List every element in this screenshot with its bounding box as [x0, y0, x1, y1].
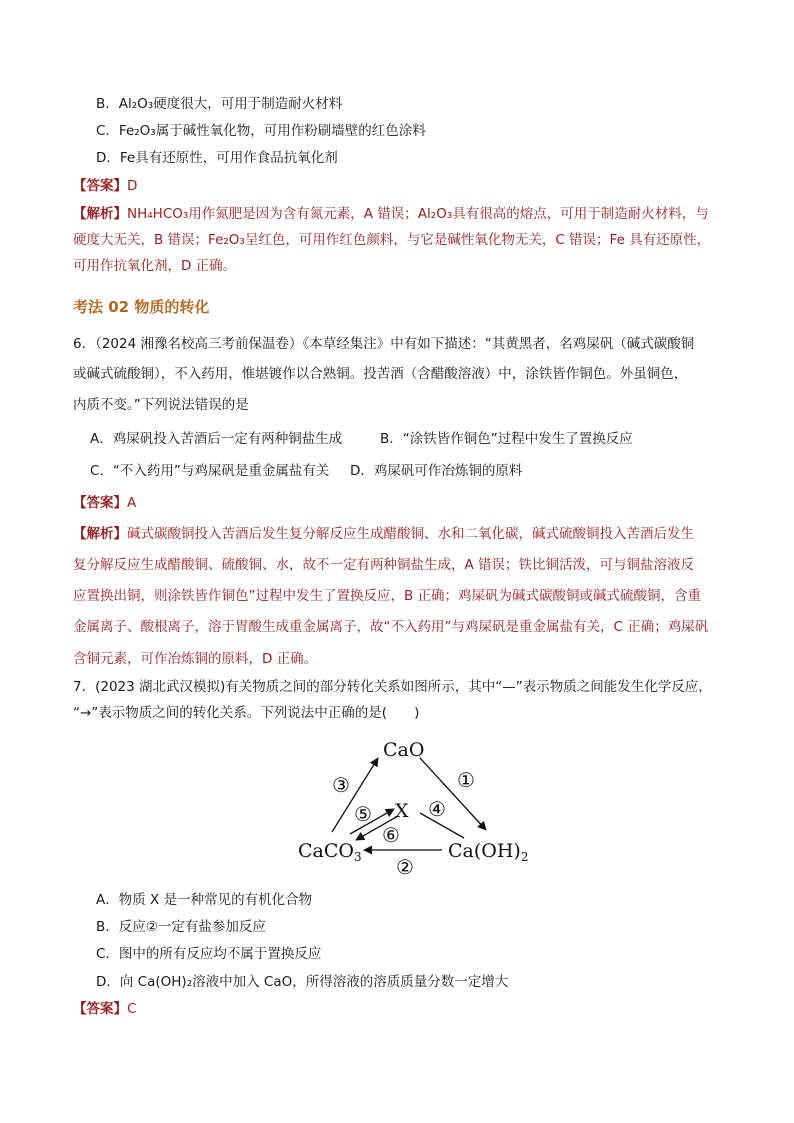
node-caoh2-text: Ca(OH) — [448, 840, 521, 862]
label-3: ③ — [332, 773, 350, 797]
label-5: ⑤ — [354, 802, 372, 826]
q6-option-a: A．鸡屎矾投入苦酒后一定有两种铜盐生成 — [90, 431, 343, 447]
answer-value: D — [127, 178, 138, 194]
q6-option-b: B．“涂铁皆作铜色”过程中发生了置换反应 — [380, 431, 633, 447]
node-caco3 — [298, 840, 362, 864]
q7-stem-line-1: 7．(2023 湖北武汉模拟)有关物质之间的部分转化关系如图所示，其中“—”表示物质之间能发生化学反应， — [73, 679, 712, 695]
answer-label: 【答案】 — [73, 178, 127, 194]
analysis-label: 【解析】 — [73, 526, 127, 542]
answer-label: 【答案】 — [73, 495, 127, 511]
analysis-text: 碱式碳酸铜投入苦酒后发生复分解反应生成醋酸铜、水和二氧化碳，碱式硫酸铜投入苦酒后发生 — [127, 526, 694, 542]
analysis-label: 【解析】 — [73, 206, 127, 222]
node-caco3-text: CaCO — [298, 840, 354, 862]
q7-option-a: A．物质 X 是一种常见的有机化合物 — [96, 892, 313, 908]
q6-option-d: D．鸡屎矾可作冶炼铜的原料 — [350, 463, 523, 479]
q6-analysis-line-1 — [73, 525, 694, 543]
label-1: ① — [457, 768, 475, 792]
node-caco3-sub: 3 — [353, 850, 362, 864]
label-6: ⑥ — [382, 823, 400, 847]
q6-stem-line-3: 内质不变。”下列说法错误的是 — [73, 397, 249, 413]
node-caoh2-sub: 2 — [520, 850, 529, 864]
label-4: ④ — [428, 797, 446, 821]
q7-stem-line-2: “→”表示物质之间的转化关系。下列说法中正确的是( ) — [73, 705, 420, 721]
analysis-text: NH₄HCO₃用作氮肥是因为含有氮元素，A 错误；Al₂O₃具有很高的熔点，可用于制造耐火材料，与 — [127, 206, 709, 222]
q5-answer — [73, 177, 137, 195]
answer-value: A — [127, 495, 137, 511]
q6-answer — [73, 494, 136, 512]
q6-analysis-line-4: 金属离子、酸根离子，溶于胃酸生成重金属离子，故“不入药用”与鸡屎矾是重金属盐有关，C 正确；鸡屎矾 — [73, 619, 709, 635]
node-caoh2 — [448, 840, 528, 864]
node-cao: CaO — [383, 739, 425, 761]
q7-option-c: C．图中的所有反应均不属于置换反应 — [96, 946, 322, 962]
q6-analysis-line-2: 复分解反应生成醋酸铜、硫酸铜、水，故不一定有两种铜盐生成，A 错误；铁比铜活泼，可与铜盐溶液反 — [73, 557, 695, 573]
reaction-diagram — [290, 730, 540, 880]
node-x: X — [395, 800, 409, 822]
q6-analysis-line-5: 含铜元素，可作冶炼铜的原料，D 正确。 — [73, 651, 318, 667]
q5-option-d: D．Fe具有还原性，可用作食品抗氧化剂 — [96, 150, 338, 166]
q7-option-b: B．反应②一定有盐参加反应 — [96, 919, 266, 935]
q5-option-c: C．Fe₂O₃属于碱性氧化物，可用作粉刷墙壁的红色涂料 — [96, 123, 426, 139]
q5-analysis-line-3: 可用作抗氧化剂，D 正确。 — [73, 258, 237, 274]
q5-analysis-line-2: 硬度大无关，B 错误；Fe₂O₃呈红色，可用作红色颜料，与它是碱性氧化物无关，C 错误；Fe 具有还原性， — [73, 232, 711, 248]
answer-value: C — [127, 1001, 137, 1017]
q7-answer — [73, 1000, 136, 1018]
answer-label: 【答案】 — [73, 1001, 127, 1017]
section-title: 考法 02 物质的转化 — [73, 298, 210, 316]
q5-option-b: B．Al₂O₃硬度很大，可用于制造耐火材料 — [96, 96, 343, 112]
q6-stem-line-1: 6．（2024 湘豫名校高三考前保温卷）《本草经集注》中有如下描述：“其黄黑者，名鸡屎矾（碱式碳酸铜 — [73, 336, 695, 352]
q6-stem-line-2: 或碱式硫酸铜），不入药用，惟堪镀作以合熟铜。投苦酒（含醋酸溶液）中，涂铁皆作铜色。外虽铜色， — [73, 366, 688, 382]
label-2: ② — [396, 855, 414, 879]
q7-option-d: D．向 Ca(OH)₂溶液中加入 CaO，所得溶液的溶质质量分数一定增大 — [96, 974, 509, 990]
q6-analysis-line-3: 应置换出铜，则涂铁皆作铜色”过程中发生了置换反应，B 正确；鸡屎矾为碱式碳酸铜或碱式硫酸铜，含重 — [73, 588, 702, 604]
q6-option-c: C．“不入药用”与鸡屎矾是重金属盐有关 — [90, 463, 330, 479]
q5-analysis-line-1 — [73, 205, 709, 223]
